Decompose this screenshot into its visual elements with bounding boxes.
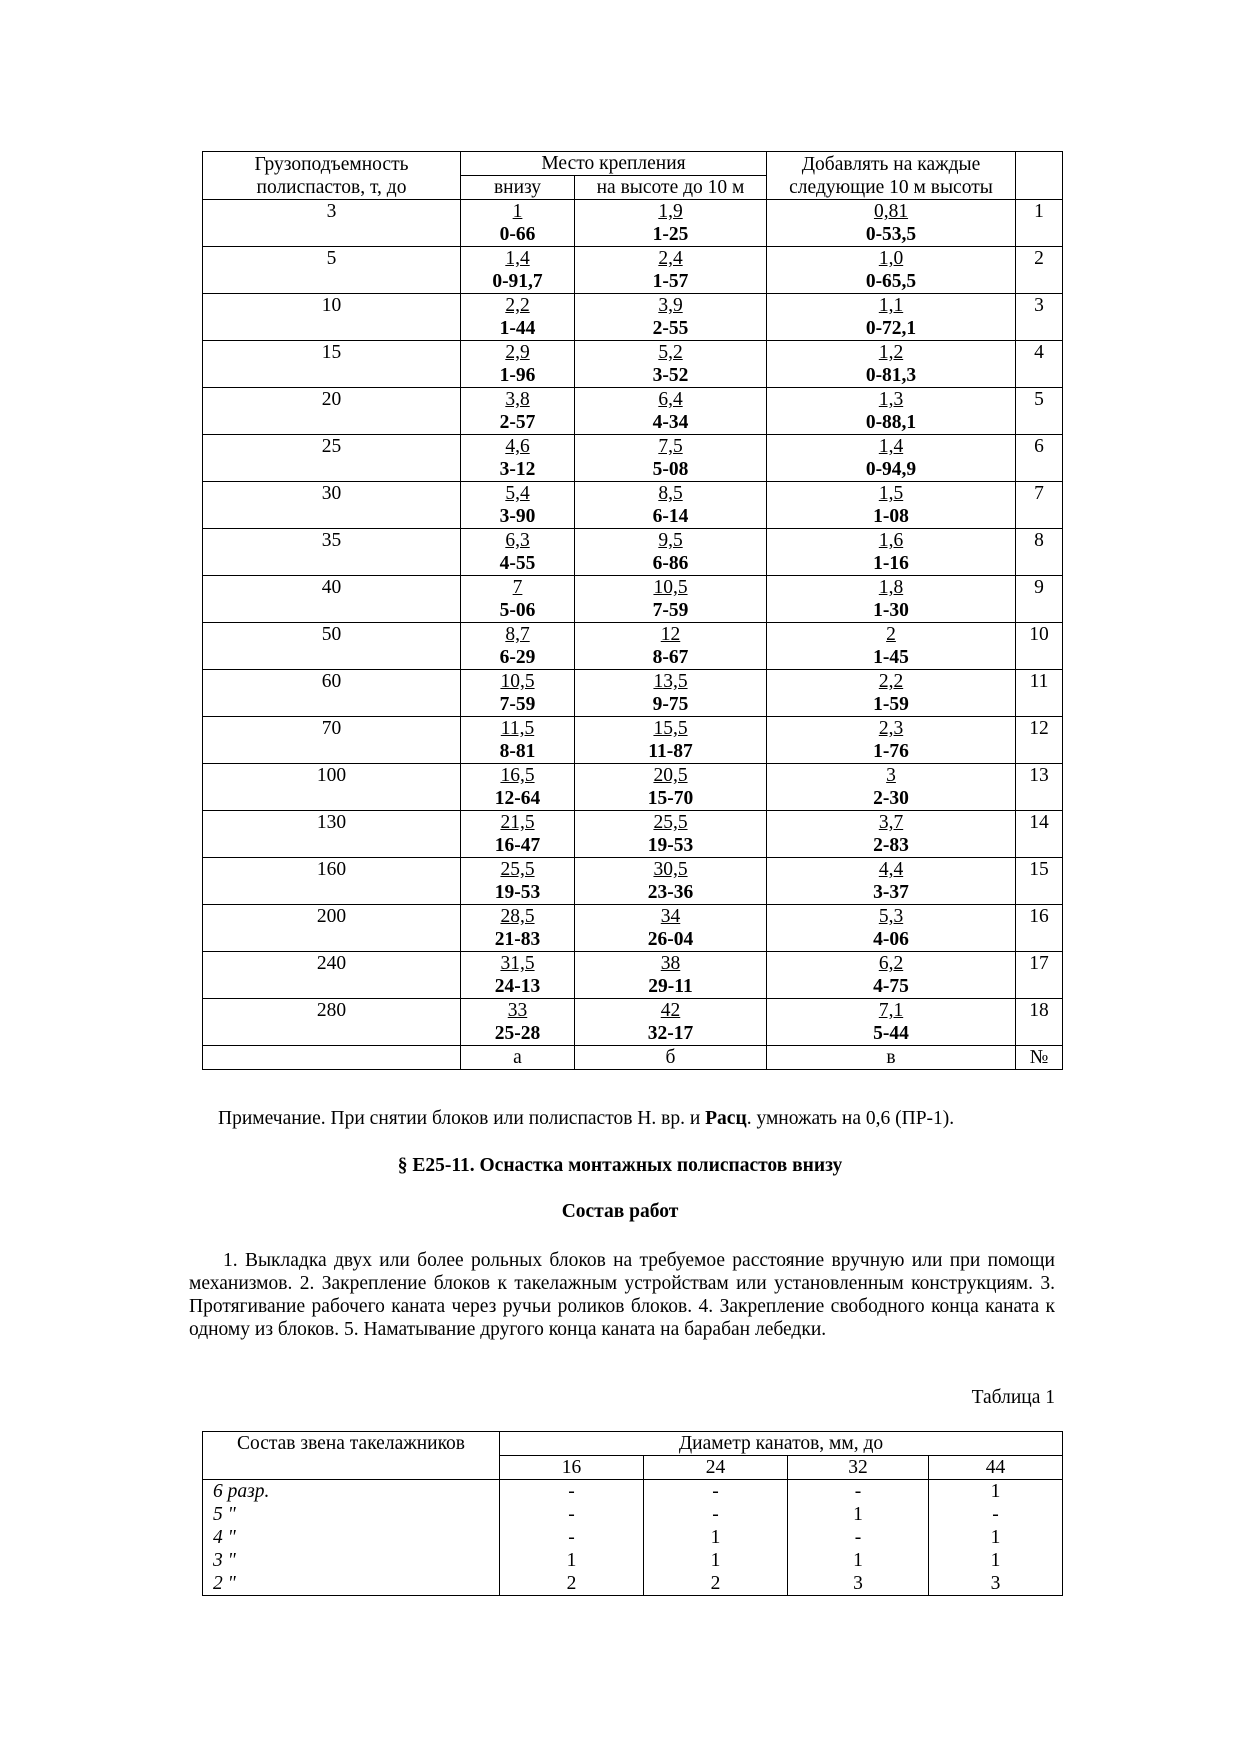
rate: 32-17 xyxy=(647,1023,694,1044)
rate: 4-34 xyxy=(652,412,689,433)
footer-col-c: в xyxy=(767,1046,1016,1070)
rate: 7-59 xyxy=(652,600,689,621)
bottom-cell xyxy=(461,999,575,1046)
note-bold: Расц xyxy=(705,1108,747,1129)
add-cell xyxy=(767,764,1016,811)
rate: 6-86 xyxy=(652,553,689,574)
note-text-end: . умножать на 0,6 (ПР-1). xyxy=(746,1108,955,1129)
count-cell: 2 xyxy=(644,1572,788,1596)
row-number: 11 xyxy=(1016,670,1063,717)
rate: 1-44 xyxy=(499,318,536,339)
height-cell xyxy=(575,247,767,294)
height-cell xyxy=(575,482,767,529)
time-norm: 3,9 xyxy=(658,295,683,316)
rate: 1-45 xyxy=(873,647,909,668)
capacity-cell: 10 xyxy=(203,294,461,341)
rate: 1-16 xyxy=(873,553,909,574)
rate: 0-72,1 xyxy=(865,318,917,339)
time-norm: 12 xyxy=(660,624,681,645)
table-row xyxy=(203,670,1063,717)
note xyxy=(218,1107,1068,1131)
bottom-cell xyxy=(461,294,575,341)
time-norm: 6,4 xyxy=(658,389,683,410)
rate: 1-59 xyxy=(873,694,909,715)
time-norm: 10,5 xyxy=(653,577,688,598)
height-cell xyxy=(575,717,767,764)
rate: 0-53,5 xyxy=(865,224,917,245)
table-row xyxy=(203,717,1063,764)
row-number: 8 xyxy=(1016,529,1063,576)
capacity-cell: 20 xyxy=(203,388,461,435)
rate: 12-64 xyxy=(494,788,541,809)
time-norm: 13,5 xyxy=(653,671,688,692)
count-cell: 1 xyxy=(644,1549,788,1572)
capacity-cell: 5 xyxy=(203,247,461,294)
height-cell xyxy=(575,341,767,388)
add-cell xyxy=(767,341,1016,388)
rate: 2-55 xyxy=(652,318,689,339)
time-norm: 3 xyxy=(886,765,896,786)
bottom-cell xyxy=(461,905,575,952)
rate: 9-75 xyxy=(652,694,689,715)
time-norm: 1,8 xyxy=(878,577,904,598)
rate: 1-76 xyxy=(873,741,909,762)
time-norm: 38 xyxy=(660,953,681,974)
bottom-cell xyxy=(461,200,575,247)
rate: 3-37 xyxy=(873,882,909,903)
footer-blank xyxy=(203,1046,461,1070)
header-height-10m: на высоте до 10 м xyxy=(575,176,767,200)
bottom-cell xyxy=(461,529,575,576)
row-number: 3 xyxy=(1016,294,1063,341)
height-cell xyxy=(575,670,767,717)
time-norm: 7,1 xyxy=(878,1000,904,1021)
count-cell: 1 xyxy=(500,1549,644,1572)
rate: 0-94,9 xyxy=(865,459,917,480)
table-row xyxy=(203,341,1063,388)
rate: 4-06 xyxy=(873,929,909,950)
add-cell xyxy=(767,482,1016,529)
time-norm: 8,7 xyxy=(505,624,530,645)
count-cell: 1 xyxy=(788,1549,929,1572)
rate: 19-53 xyxy=(647,835,694,856)
row-number: 13 xyxy=(1016,764,1063,811)
rate: 24-13 xyxy=(494,976,541,997)
add-cell xyxy=(767,999,1016,1046)
count-cell: - xyxy=(929,1503,1063,1526)
count-cell: - xyxy=(644,1503,788,1526)
capacity-cell: 30 xyxy=(203,482,461,529)
grade-cell: 2 " xyxy=(203,1572,500,1596)
bottom-cell xyxy=(461,952,575,999)
rate: 6-14 xyxy=(652,506,689,527)
time-norm: 2,3 xyxy=(878,718,904,739)
rate: 2-30 xyxy=(873,788,909,809)
height-cell xyxy=(575,623,767,670)
time-norm: 1,0 xyxy=(878,248,904,269)
rate: 15-70 xyxy=(647,788,694,809)
height-cell xyxy=(575,529,767,576)
time-norm: 5,4 xyxy=(505,483,530,504)
norm-table-body xyxy=(203,200,1063,1046)
diameter-16: 16 xyxy=(500,1456,644,1480)
capacity-cell: 40 xyxy=(203,576,461,623)
table-row xyxy=(203,247,1063,294)
table-row xyxy=(203,858,1063,905)
table-row xyxy=(203,905,1063,952)
crew-row xyxy=(203,1480,1063,1504)
capacity-cell: 50 xyxy=(203,623,461,670)
rate: 1-30 xyxy=(873,600,909,621)
row-number: 17 xyxy=(1016,952,1063,999)
footer-col-b: б xyxy=(575,1046,767,1070)
table-row xyxy=(203,764,1063,811)
rate: 1-57 xyxy=(652,271,689,292)
table-row xyxy=(203,200,1063,247)
rate: 5-06 xyxy=(499,600,536,621)
add-cell xyxy=(767,200,1016,247)
header-bottom: внизу xyxy=(461,176,575,200)
diameter-32: 32 xyxy=(788,1456,929,1480)
table-row xyxy=(203,529,1063,576)
capacity-cell: 3 xyxy=(203,200,461,247)
count-cell: 1 xyxy=(929,1526,1063,1549)
time-norm: 5,3 xyxy=(878,906,904,927)
time-norm: 5,2 xyxy=(658,342,683,363)
rate: 0-81,3 xyxy=(865,365,917,386)
table-caption: Таблица 1 xyxy=(971,1387,1055,1408)
time-norm: 15,5 xyxy=(653,718,688,739)
composition-text: 1. Выкладка двух или более рольных блоков на требуемое расстояние вручную или при помощи механизмов. 2. Закрепление блоков к такелажным устройствам или установленным конструкциям. 3. Протягивание рабочего каната через ручьи роликов блоков. 4. Закрепление свободного конца каната к одному из блоков. 5. Наматывание другого конца каната на барабан лебедки. xyxy=(189,1250,1055,1340)
add-cell xyxy=(767,717,1016,764)
bottom-cell xyxy=(461,576,575,623)
grade-cell: 6 разр. xyxy=(203,1480,500,1504)
rate: 21-83 xyxy=(494,929,541,950)
capacity-cell: 280 xyxy=(203,999,461,1046)
time-norm: 3,8 xyxy=(505,389,530,410)
height-cell xyxy=(575,294,767,341)
count-cell: - xyxy=(500,1526,644,1549)
time-norm: 2,2 xyxy=(505,295,530,316)
add-cell xyxy=(767,294,1016,341)
rate: 5-08 xyxy=(652,459,689,480)
rate: 0-88,1 xyxy=(865,412,917,433)
rate: 4-75 xyxy=(873,976,909,997)
time-norm: 4,4 xyxy=(878,859,904,880)
row-number: 18 xyxy=(1016,999,1063,1046)
bottom-cell xyxy=(461,811,575,858)
time-norm: 1,9 xyxy=(658,201,683,222)
section-title: § Е25-11. Оснастка монтажных полиспастов внизу xyxy=(397,1155,843,1176)
count-cell: 3 xyxy=(929,1572,1063,1596)
rate: 11-87 xyxy=(648,741,693,762)
row-number: 16 xyxy=(1016,905,1063,952)
capacity-cell: 130 xyxy=(203,811,461,858)
add-cell xyxy=(767,811,1016,858)
add-cell xyxy=(767,952,1016,999)
time-norm: 1,4 xyxy=(505,248,530,269)
height-cell xyxy=(575,999,767,1046)
row-number: 1 xyxy=(1016,200,1063,247)
count-cell: 1 xyxy=(929,1549,1063,1572)
height-cell xyxy=(575,905,767,952)
table-row xyxy=(203,999,1063,1046)
time-norm: 25,5 xyxy=(653,812,688,833)
crew-table xyxy=(202,1431,1063,1596)
rate: 2-83 xyxy=(873,835,909,856)
time-norm: 6,3 xyxy=(505,530,530,551)
rate: 8-81 xyxy=(499,741,536,762)
height-cell xyxy=(575,858,767,905)
rate: 1-08 xyxy=(873,506,909,527)
rate: 1-25 xyxy=(652,224,689,245)
bottom-cell xyxy=(461,670,575,717)
rate: 26-04 xyxy=(647,929,694,950)
table-row xyxy=(203,388,1063,435)
add-cell xyxy=(767,670,1016,717)
count-cell: - xyxy=(788,1480,929,1504)
count-cell: - xyxy=(500,1503,644,1526)
crew-row xyxy=(203,1526,1063,1549)
height-cell xyxy=(575,200,767,247)
time-norm: 28,5 xyxy=(500,906,535,927)
time-norm: 8,5 xyxy=(658,483,683,504)
header-placement: Место крепления xyxy=(461,152,767,176)
add-cell xyxy=(767,623,1016,670)
rate: 2-57 xyxy=(499,412,536,433)
capacity-cell: 70 xyxy=(203,717,461,764)
height-cell xyxy=(575,435,767,482)
header-capacity: Грузоподъемность полиспастов, т, до xyxy=(203,152,461,200)
capacity-cell: 100 xyxy=(203,764,461,811)
table-row xyxy=(203,435,1063,482)
table-row xyxy=(203,576,1063,623)
capacity-cell: 60 xyxy=(203,670,461,717)
diameter-44: 44 xyxy=(929,1456,1063,1480)
time-norm: 20,5 xyxy=(653,765,688,786)
rate: 0-65,5 xyxy=(865,271,917,292)
capacity-cell: 25 xyxy=(203,435,461,482)
note-text: Примечание. При снятии блоков или полиспастов Н. вр. и xyxy=(218,1108,706,1129)
header-diameter: Диаметр канатов, мм, до xyxy=(500,1432,1063,1456)
composition-title: Состав работ xyxy=(561,1201,679,1222)
time-norm: 31,5 xyxy=(500,953,535,974)
time-norm: 1,4 xyxy=(878,436,904,457)
bottom-cell xyxy=(461,858,575,905)
rate: 0-66 xyxy=(499,224,536,245)
add-cell xyxy=(767,388,1016,435)
count-cell: - xyxy=(788,1526,929,1549)
grade-cell: 4 " xyxy=(203,1526,500,1549)
header-number-blank xyxy=(1016,152,1063,200)
time-norm: 1,6 xyxy=(878,530,904,551)
time-norm: 2,9 xyxy=(505,342,530,363)
time-norm: 6,2 xyxy=(878,953,904,974)
time-norm: 7,5 xyxy=(658,436,683,457)
rate: 0-91,7 xyxy=(492,271,543,292)
count-cell: 3 xyxy=(788,1572,929,1596)
footer-col-no: № xyxy=(1016,1046,1063,1070)
crew-row xyxy=(203,1572,1063,1596)
time-norm: 4,6 xyxy=(505,436,530,457)
add-cell xyxy=(767,247,1016,294)
time-norm: 21,5 xyxy=(500,812,535,833)
bottom-cell xyxy=(461,388,575,435)
bottom-cell xyxy=(461,623,575,670)
bottom-cell xyxy=(461,341,575,388)
count-cell: 1 xyxy=(788,1503,929,1526)
count-cell: - xyxy=(500,1480,644,1504)
row-number: 10 xyxy=(1016,623,1063,670)
add-cell xyxy=(767,435,1016,482)
time-norm: 30,5 xyxy=(653,859,688,880)
table-row xyxy=(203,294,1063,341)
row-number: 9 xyxy=(1016,576,1063,623)
count-cell: 1 xyxy=(929,1480,1063,1504)
row-number: 4 xyxy=(1016,341,1063,388)
row-number: 14 xyxy=(1016,811,1063,858)
time-norm: 10,5 xyxy=(500,671,535,692)
bottom-cell xyxy=(461,247,575,294)
table-row xyxy=(203,811,1063,858)
time-norm: 0,81 xyxy=(873,201,909,222)
time-norm: 42 xyxy=(660,1000,681,1021)
rate: 19-53 xyxy=(494,882,541,903)
bottom-cell xyxy=(461,482,575,529)
capacity-cell: 15 xyxy=(203,341,461,388)
height-cell xyxy=(575,764,767,811)
table-row xyxy=(203,623,1063,670)
table-row xyxy=(203,952,1063,999)
time-norm: 2 xyxy=(886,624,896,645)
rate: 6-29 xyxy=(499,647,536,668)
add-cell xyxy=(767,576,1016,623)
footer-col-a: а xyxy=(461,1046,575,1070)
table-row xyxy=(203,482,1063,529)
time-norm: 33 xyxy=(507,1000,528,1021)
height-cell xyxy=(575,576,767,623)
height-cell xyxy=(575,952,767,999)
capacity-cell: 160 xyxy=(203,858,461,905)
time-norm: 2,4 xyxy=(658,248,683,269)
rate: 5-44 xyxy=(873,1023,909,1044)
time-norm: 34 xyxy=(660,906,681,927)
add-cell xyxy=(767,529,1016,576)
time-norm: 16,5 xyxy=(500,765,535,786)
rate: 3-52 xyxy=(652,365,689,386)
row-number: 5 xyxy=(1016,388,1063,435)
count-cell: 2 xyxy=(500,1572,644,1596)
height-cell xyxy=(575,811,767,858)
grade-cell: 3 " xyxy=(203,1549,500,1572)
capacity-cell: 200 xyxy=(203,905,461,952)
time-norm: 1 xyxy=(512,201,523,222)
bottom-cell xyxy=(461,717,575,764)
rate: 23-36 xyxy=(647,882,694,903)
time-norm: 9,5 xyxy=(658,530,683,551)
count-cell: 1 xyxy=(644,1526,788,1549)
row-number: 6 xyxy=(1016,435,1063,482)
bottom-cell xyxy=(461,435,575,482)
rate: 3-90 xyxy=(499,506,536,527)
time-norm: 1,3 xyxy=(878,389,904,410)
crew-row xyxy=(203,1503,1063,1526)
norm-table xyxy=(202,151,1063,1070)
time-norm: 1,2 xyxy=(878,342,904,363)
row-number: 12 xyxy=(1016,717,1063,764)
add-cell xyxy=(767,905,1016,952)
rate: 3-12 xyxy=(499,459,536,480)
row-number: 15 xyxy=(1016,858,1063,905)
time-norm: 2,2 xyxy=(878,671,904,692)
row-number: 7 xyxy=(1016,482,1063,529)
rate: 7-59 xyxy=(499,694,536,715)
rate: 25-28 xyxy=(494,1023,541,1044)
diameter-24: 24 xyxy=(644,1456,788,1480)
rate: 16-47 xyxy=(494,835,541,856)
crew-table-body xyxy=(203,1480,1063,1596)
crew-row xyxy=(203,1549,1063,1572)
time-norm: 3,7 xyxy=(878,812,904,833)
rate: 4-55 xyxy=(499,553,536,574)
capacity-cell: 240 xyxy=(203,952,461,999)
rate: 29-11 xyxy=(648,976,693,997)
add-cell xyxy=(767,858,1016,905)
time-norm: 1,1 xyxy=(878,295,904,316)
header-crew: Состав звена такелажников xyxy=(203,1432,500,1480)
count-cell: - xyxy=(644,1480,788,1504)
time-norm: 25,5 xyxy=(500,859,535,880)
time-norm: 11,5 xyxy=(500,718,535,739)
time-norm: 7 xyxy=(512,577,523,598)
bottom-cell xyxy=(461,764,575,811)
height-cell xyxy=(575,388,767,435)
grade-cell: 5 " xyxy=(203,1503,500,1526)
time-norm: 1,5 xyxy=(878,483,904,504)
row-number: 2 xyxy=(1016,247,1063,294)
rate: 1-96 xyxy=(499,365,536,386)
capacity-cell: 35 xyxy=(203,529,461,576)
header-add-per-10m: Добавлять на каждые следующие 10 м высоты xyxy=(767,152,1016,200)
rate: 8-67 xyxy=(652,647,689,668)
